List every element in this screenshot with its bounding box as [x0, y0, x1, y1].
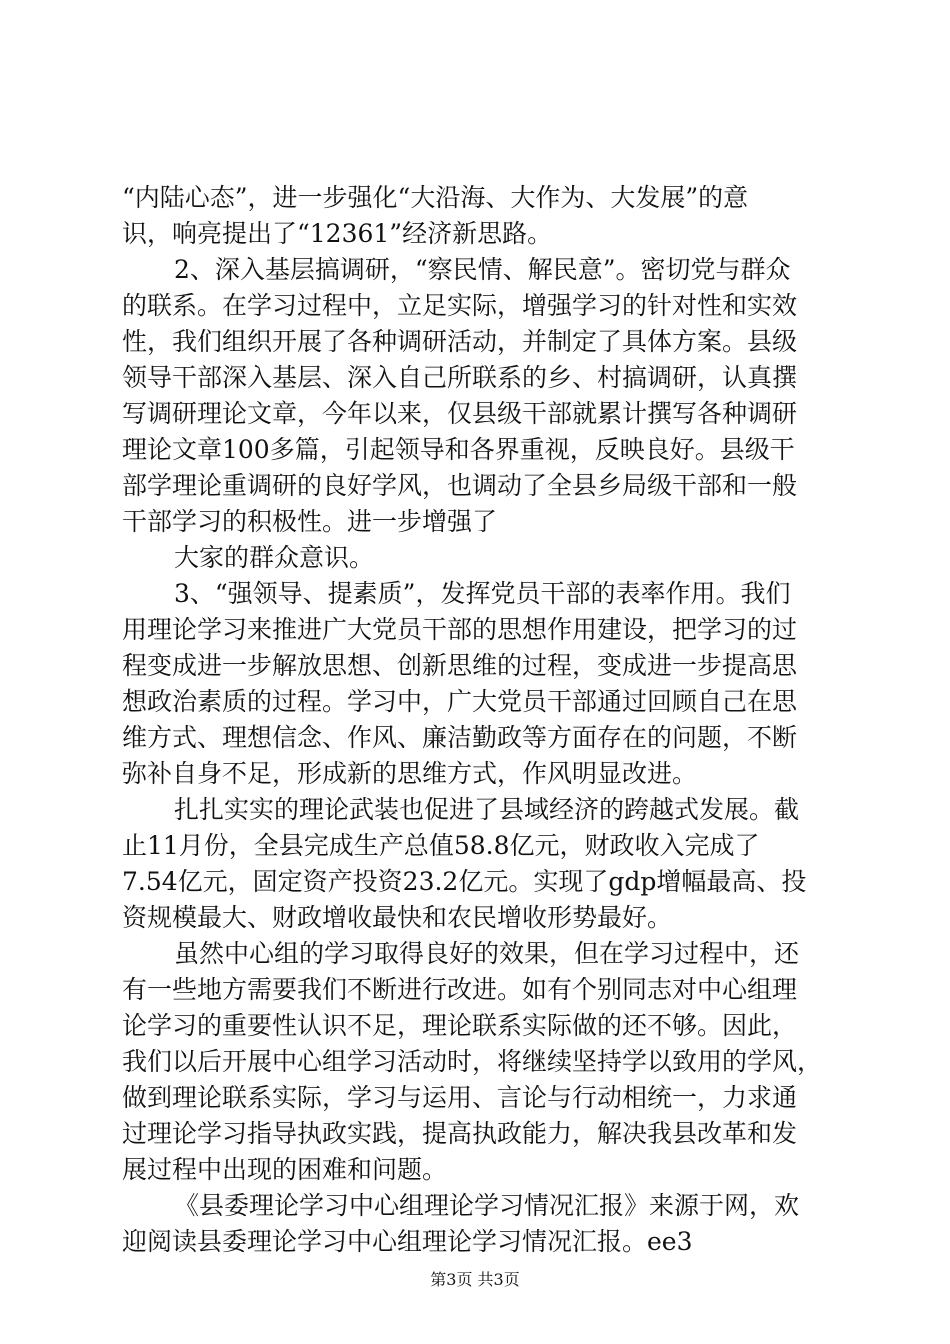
text-line: 过理论学习指导执政实践，提高执政能力，解决我县改革和发 — [122, 1119, 798, 1148]
text-line: 程变成进一步解放思想、创新思维的过程，变成进一步提高思 — [122, 651, 798, 680]
text-line: 弥补自身不足，形成新的思维方式，作风明显改进。 — [122, 759, 698, 788]
text-line: 7.54亿元，固定资产投资23.2亿元。实现了gdp增幅最高、投 — [122, 867, 807, 896]
text-line: 展过程中出现的困难和问题。 — [122, 1155, 448, 1184]
text-line: “内陆心态”，进一步强化“大沿海、大作为、大发展”的意 — [122, 183, 749, 212]
text-line: 识，响亮提出了“12361”经济新思路。 — [122, 219, 553, 248]
text-line: 的联系。在学习过程中，立足实际，增强学习的针对性和实效 — [122, 291, 798, 320]
text-line: 扎扎实实的理论武装也促进了县域经济的跨越式发展。截 — [174, 795, 800, 824]
text-line: 3、“强领导、提素质”，发挥党员干部的表率作用。我们 — [174, 579, 791, 608]
text-line: 我们以后开展中心组学习活动时，将继续坚持学以致用的学风， — [122, 1047, 823, 1076]
text-line: 迎阅读县委理论学习中心组理论学习情况汇报。ee3 — [122, 1227, 693, 1256]
text-line: 2、深入基层搞调研，“察民情、解民意”。密切党与群众 — [174, 255, 791, 284]
text-line: 有一些地方需要我们不断进行改进。如有个别同志对中心组理 — [122, 975, 798, 1004]
text-line: 做到理论联系实际，学习与运用、言论与行动相统一，力求通 — [122, 1083, 798, 1112]
text-line: 领导干部深入基层、深入自己所联系的乡、村搞调研，认真撰 — [122, 363, 798, 392]
text-line: 性，我们组织开展了各种调研活动，并制定了具体方案。县级 — [122, 327, 798, 356]
text-line: 干部学习的积极性。进一步增强了 — [122, 507, 498, 536]
text-line: 虽然中心组的学习取得良好的效果，但在学习过程中，还 — [174, 939, 800, 968]
text-line: 维方式、理想信念、作风、廉洁勤政等方面存在的问题，不断 — [122, 723, 798, 752]
text-line: 写调研理论文章，今年以来，仅县级干部就累计撰写各种调研 — [122, 399, 798, 428]
text-line: 资规模最大、财政增收最快和农民增收形势最好。 — [122, 903, 673, 932]
text-line: 理论文章100多篇，引起领导和各界重视，反映良好。县级干 — [122, 435, 795, 464]
text-line: 《县委理论学习中心组理论学习情况汇报》来源于网，欢 — [174, 1191, 800, 1220]
text-line: 想政治素质的过程。学习中，广大党员干部通过回顾自己在思 — [122, 687, 798, 716]
text-line: 论学习的重要性认识不足，理论联系实际做的还不够。因此， — [122, 1011, 798, 1040]
text-line: 大家的群众意识。 — [174, 543, 375, 572]
page-number-footer: 第3页 共3页 — [430, 1270, 520, 1289]
text-line: 部学理论重调研的良好学风，也调动了全县乡局级干部和一般 — [122, 471, 798, 500]
text-line: 用理论学习来推进广大党员干部的思想作用建设，把学习的过 — [122, 615, 798, 644]
text-line: 止11月份，全县完成生产总值58.8亿元，财政收入完成了 — [122, 831, 760, 860]
